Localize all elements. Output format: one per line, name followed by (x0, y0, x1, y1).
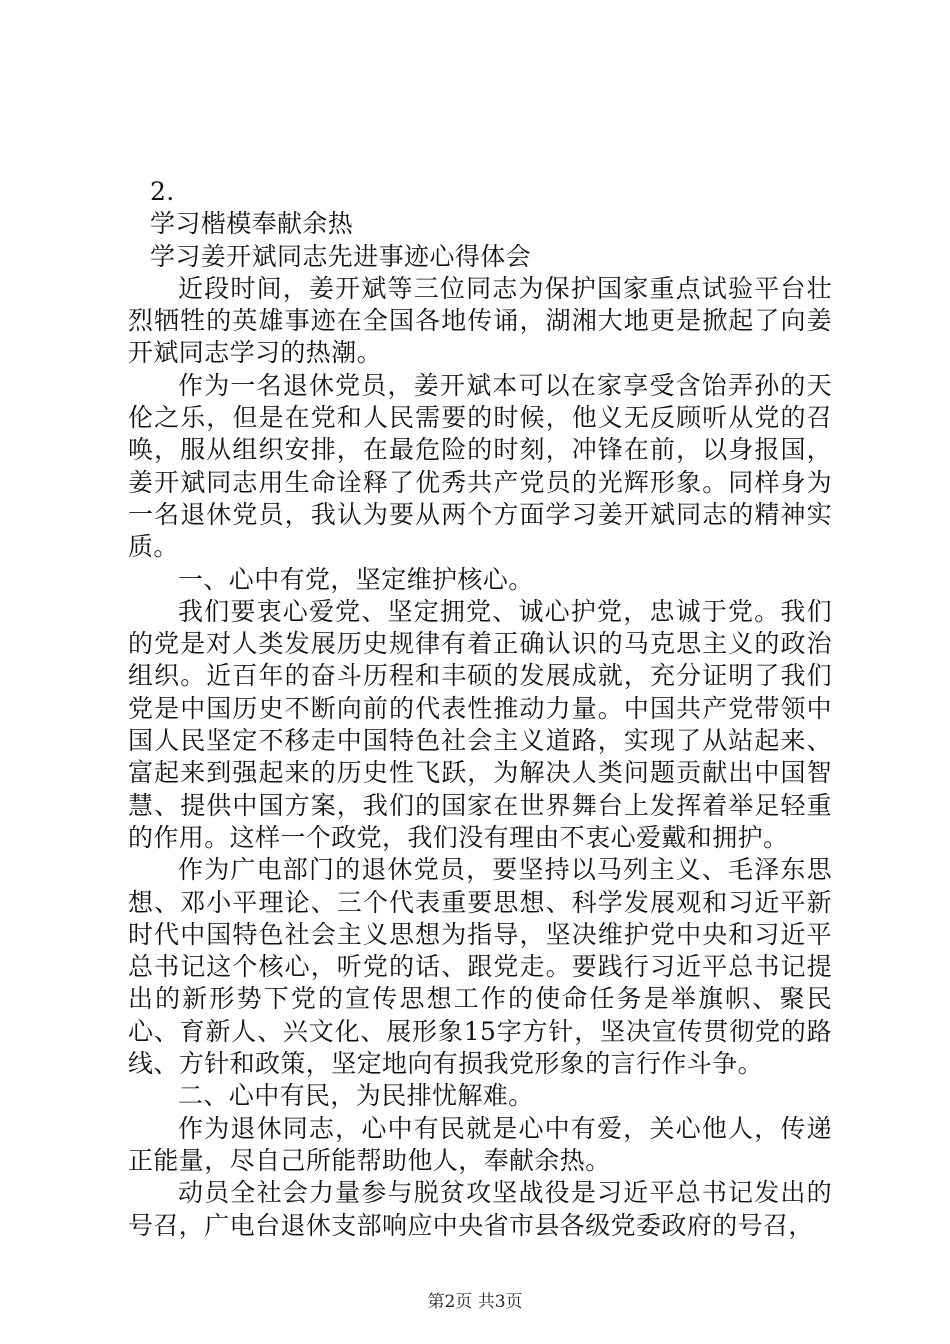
paragraph: 动员全社会力量参与脱贫攻坚战役是习近平总书记发出的号召，广电台退休支部响应中央省市县各级党委政府的号召， (128, 1178, 832, 1240)
paragraph: 近段时间，姜开斌等三位同志为保护国家重点试验平台壮烈牺牲的英雄事迹在全国各地传诵，湖湘大地更是掀起了向姜开斌同志学习的热潮。 (128, 273, 832, 368)
section-heading: 一、心中有党，坚定维护核心。 (178, 564, 534, 594)
section-heading: 二、心中有民，为民排忧解难。 (178, 1081, 534, 1111)
document-body (128, 176, 832, 1242)
section-number: 2. (150, 177, 175, 206)
paragraph: 作为退休同志，心中有民就是心中有爱，关心他人，传递正能量，尽自己所能帮助他人，奉献余热。 (128, 1113, 832, 1175)
document-subtitle: 学习姜开斌同志先进事迹心得体会 (150, 241, 532, 271)
paragraph: 作为一名退休党员，姜开斌本可以在家享受含饴弄孙的天伦之乐，但是在党和人民需要的时候，他义无反顾听从党的召唤，服从组织安排，在最危险的时刻，冲锋在前，以身报国，姜开斌同志用生命诠释了优秀共产党员的光辉形象。同样身为一名退休党员，我认为要从两个方面学习姜开斌同志的精神实质。 (128, 370, 832, 562)
document-title: 学习楷模奉献余热 (150, 209, 354, 239)
page-footer: 第2页 共3页 (427, 1292, 523, 1312)
paragraph: 我们要衷心爱党、坚定拥党、诚心护党，忠诚于党。我们的党是对人类发展历史规律有着正确认识的马克思主义的政治组织。近百年的奋斗历程和丰硕的发展成就，充分证明了我们党是中国历史不断向前的代表性推动力量。中国共产党带领中国人民坚定不移走中国特色社会主义道路，实现了从站起来、富起来到强起来的历史性飞跃，为解决人类问题贡献出中国智慧、提供中国方案，我们的国家在世界舞台上发挥着举足轻重的作用。这样一个政党，我们没有理由不衷心爱戴和拥护。 (128, 596, 832, 852)
paragraph: 作为广电部门的退休党员，要坚持以马列主义、毛泽东思想、邓小平理论、三个代表重要思想、科学发展观和习近平新时代中国特色社会主义思想为指导，坚决维护党中央和习近平总书记这个核心，听党的话、跟党走。要践行习近平总书记提出的新形势下党的宣传思想工作的使命任务是举旗帜、聚民心、育新人、兴文化、展形象15字方针，坚决宣传贯彻党的路线、方针和政策，坚定地向有损我党形象的言行作斗争。 (128, 855, 832, 1079)
